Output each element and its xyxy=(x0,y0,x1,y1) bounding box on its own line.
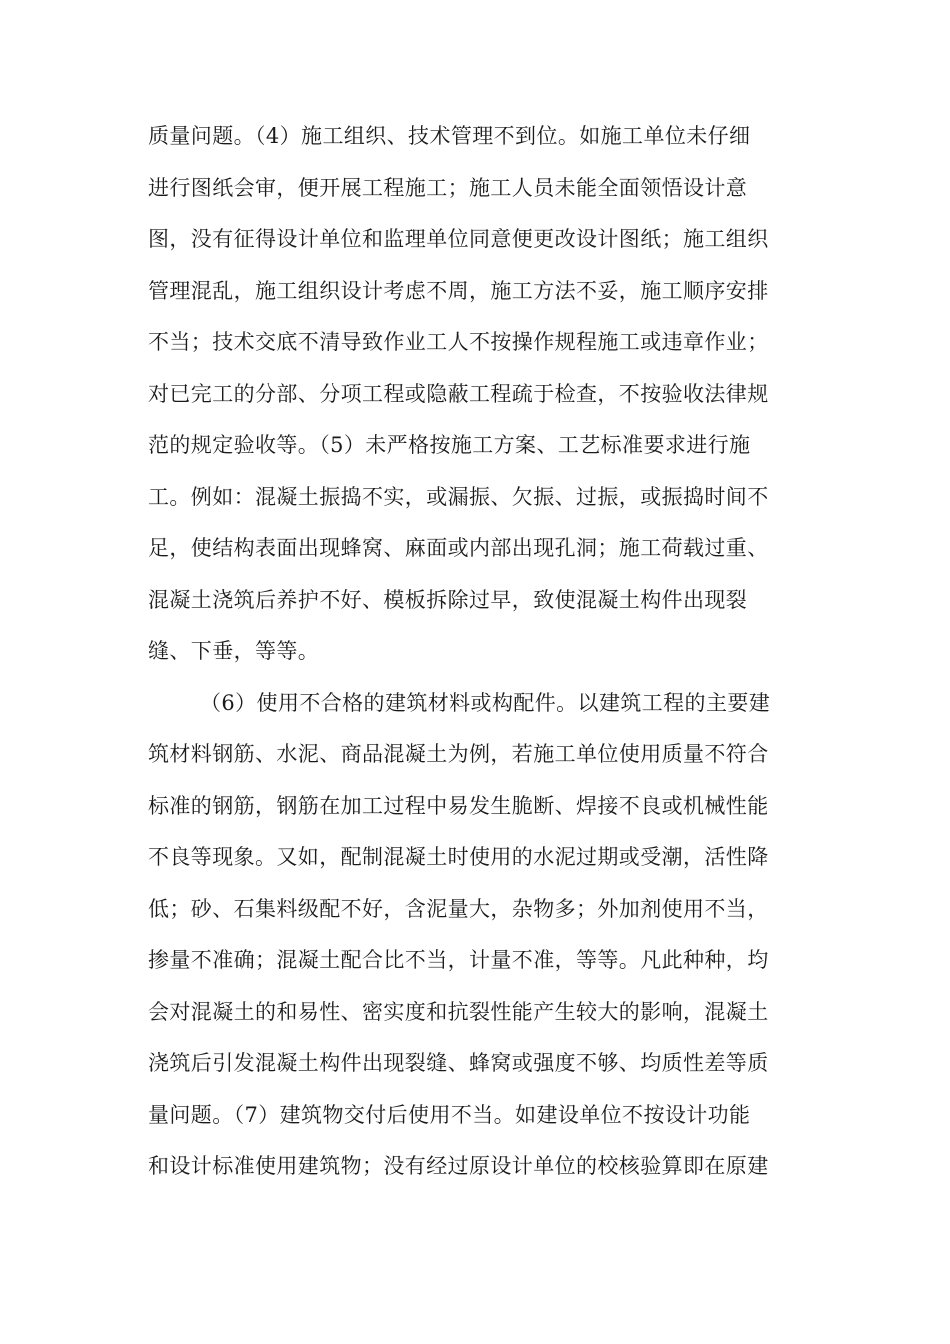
text-line: 范的规定验收等。（5）未严格按施工方案、工艺标准要求进行施 xyxy=(148,433,751,457)
text-line: 会对混凝土的和易性、密实度和抗裂性能产生较大的影响，混凝土 xyxy=(148,999,769,1024)
text-line: 管理混乱，施工组织设计考虑不周，施工方法不妥，施工顺序安排 xyxy=(148,278,769,303)
text-line: 图，没有征得设计单位和监理单位同意便更改设计图纸；施工组织 xyxy=(148,227,769,251)
text-line: 量问题。（7）建筑物交付后使用不当。如建设单位不按设计功能 xyxy=(148,1102,751,1127)
text-line: 标准的钢筋，钢筋在加工过程中易发生脆断、焊接不良或机械性能 xyxy=(148,793,769,818)
text-line: 进行图纸会审，便开展工程施工；施工人员未能全面领悟设计意 xyxy=(148,175,748,200)
text-line: 质量问题。（4）施工组织、技术管理不到位。如施工单位未仔细 xyxy=(148,124,751,148)
paragraph-start-line: （6）使用不合格的建筑材料或构配件。以建筑工程的主要建 xyxy=(200,690,771,715)
text-line: 浇筑后引发混凝土构件出现裂缝、蜂窝或强度不够、均质性差等质 xyxy=(148,1051,769,1075)
text-line: 工。例如：混凝土振捣不实，或漏振、欠振、过振，或振捣时间不 xyxy=(148,484,769,509)
text-line: 足，使结构表面出现蜂窝、麻面或内部出现孔洞；施工荷载过重、 xyxy=(148,536,769,560)
text-line: 掺量不准确；混凝土配合比不当，计量不准，等等。凡此种种，均 xyxy=(148,948,769,972)
text-line: 对已完工的分部、分项工程或隐蔽工程疏于检查，不按验收法律规 xyxy=(148,381,769,406)
text-line: 缝、下垂，等等。 xyxy=(148,639,320,663)
text-line: 低；砂、石集料级配不好，含泥量大，杂物多；外加剂使用不当， xyxy=(148,896,769,921)
text-line: 不当；技术交底不清导致作业工人不按操作规程施工或违章作业； xyxy=(148,330,769,354)
text-line: 不良等现象。又如，配制混凝土时使用的水泥过期或受潮，活性降 xyxy=(148,845,769,869)
text-line: 混凝土浇筑后养护不好、模板拆除过早，致使混凝土构件出现裂 xyxy=(148,587,748,612)
body-text xyxy=(148,111,800,1193)
text-line: 和设计标准使用建筑物；没有经过原设计单位的校核验算即在原建 xyxy=(148,1154,769,1178)
text-line: 筑材料钢筋、水泥、商品混凝土为例，若施工单位使用质量不符合 xyxy=(148,742,769,766)
